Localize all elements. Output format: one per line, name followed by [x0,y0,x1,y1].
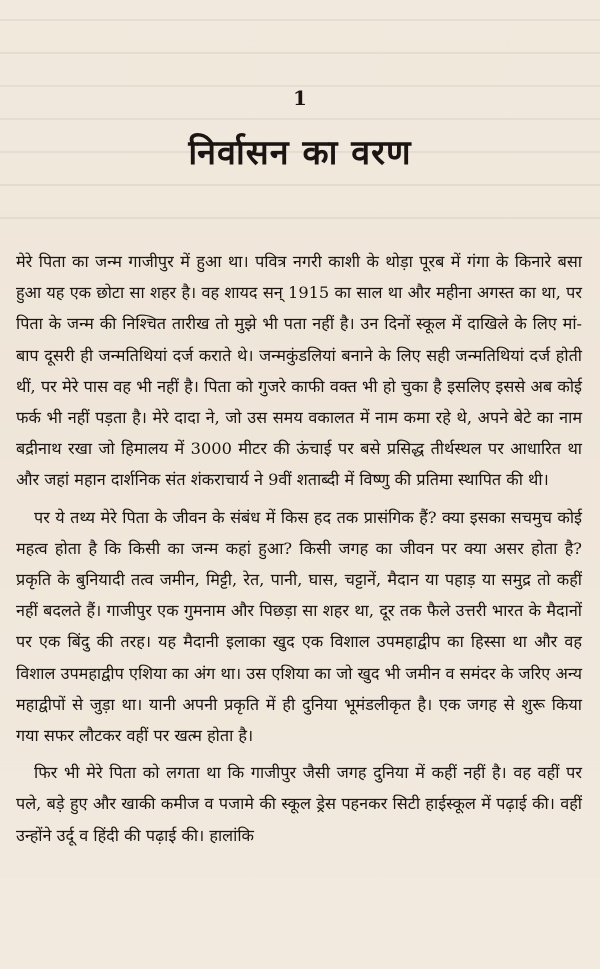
chapter-title: निर्वासन का वरण [188,133,412,173]
paragraph-2: पर ये तथ्य मेरे पिता के जीवन के संबंध में किस हद तक प्रासंगिक हैं? क्या इसका सचमुच कोई महत्व होता है कि किसी का जन्म कहां हुआ? किसी जगह का जीवन पर क्या असर होता है? प्रकृति के बुनियादी तत्व जमीन, मिट्टी, रेत, पानी, घास, चट्टानें, मैदान या पहाड़ या समुद्र तो कहीं नहीं बदलते हैं। गाजीपुर एक गुमनाम और पिछड़ा सा शहर था, दूर तक फैले उत्तरी भारत के मैदानों पर एक बिंदु की तरह। यह मैदानी इलाका खुद एक विशाल उपमहाद्वीप का हिस्सा था और वह विशाल उपमहाद्वीप एशिया का अंग था। उस एशिया का जो खुद भी जमीन व समंदर के जरिए अन्य महाद्वीपों से जुड़ा था। यानी अपनी प्रकृति में ही दुनिया भूमंडलीकृत है। एक जगह से शुरू किया गया सफर लौटकर वहीं पर खत्म होता है। [16,507,582,746]
paragraph-1: मेरे पिता का जन्म गाजीपुर में हुआ था। पवित्र नगरी काशी के थोड़ा पूरब में गंगा के किनारे बसा हुआ यह एक छोटा सा शहर है। वह शायद सन् 1915 का साल था और महीना अगस्त का था, पर पिता के जन्म की निश्चित तारीख तो मुझे भी पता नहीं है। उन दिनों स्कूल में दाखिले के लिए मां-बाप दूसरी ही जन्मतिथियां दर्ज कराते थे। जन्मकुंडलियां बनाने के लिए सही जन्मतिथियां दर्ज होती थीं, पर मेरे पास वह भी नहीं है। पिता को गुजरे काफी वक्त भी हो चुका है इसलिए इससे अब कोई फर्क भी नहीं पड़ता है। मेरे दादा ने, जो उस समय वकालत में नाम कमा रहे थे, अपने बेटे का नाम बद्रीनाथ रखा जो हिमालय में 3000 मीटर की ऊंचाई पर बसे प्रसिद्ध तीर्थस्थल पर आधारित था और जहां महान दार्शनिक संत शंकराचार्य ने 9वीं शताब्दी में विष्णु की प्रतिमा स्थापित की थी। [16,252,582,490]
paragraph-3: फिर भी मेरे पिता को लगता था कि गाजीपुर जैसी जगह दुनिया में कहीं नहीं है। वह वहीं पर पले, बड़े हुए और खाकी कमीज व पजामे की स्कूल ड्रेस पहनकर सिटी हाईस्कूल में पढ़ाई की। वहीं उन्होंने उर्दू व हिंदी की पढ़ाई की। हालांकि [16,763,582,845]
show-through-text [0,0,600,250]
chapter-body [16,246,582,851]
chapter-number: 1 [293,86,307,110]
